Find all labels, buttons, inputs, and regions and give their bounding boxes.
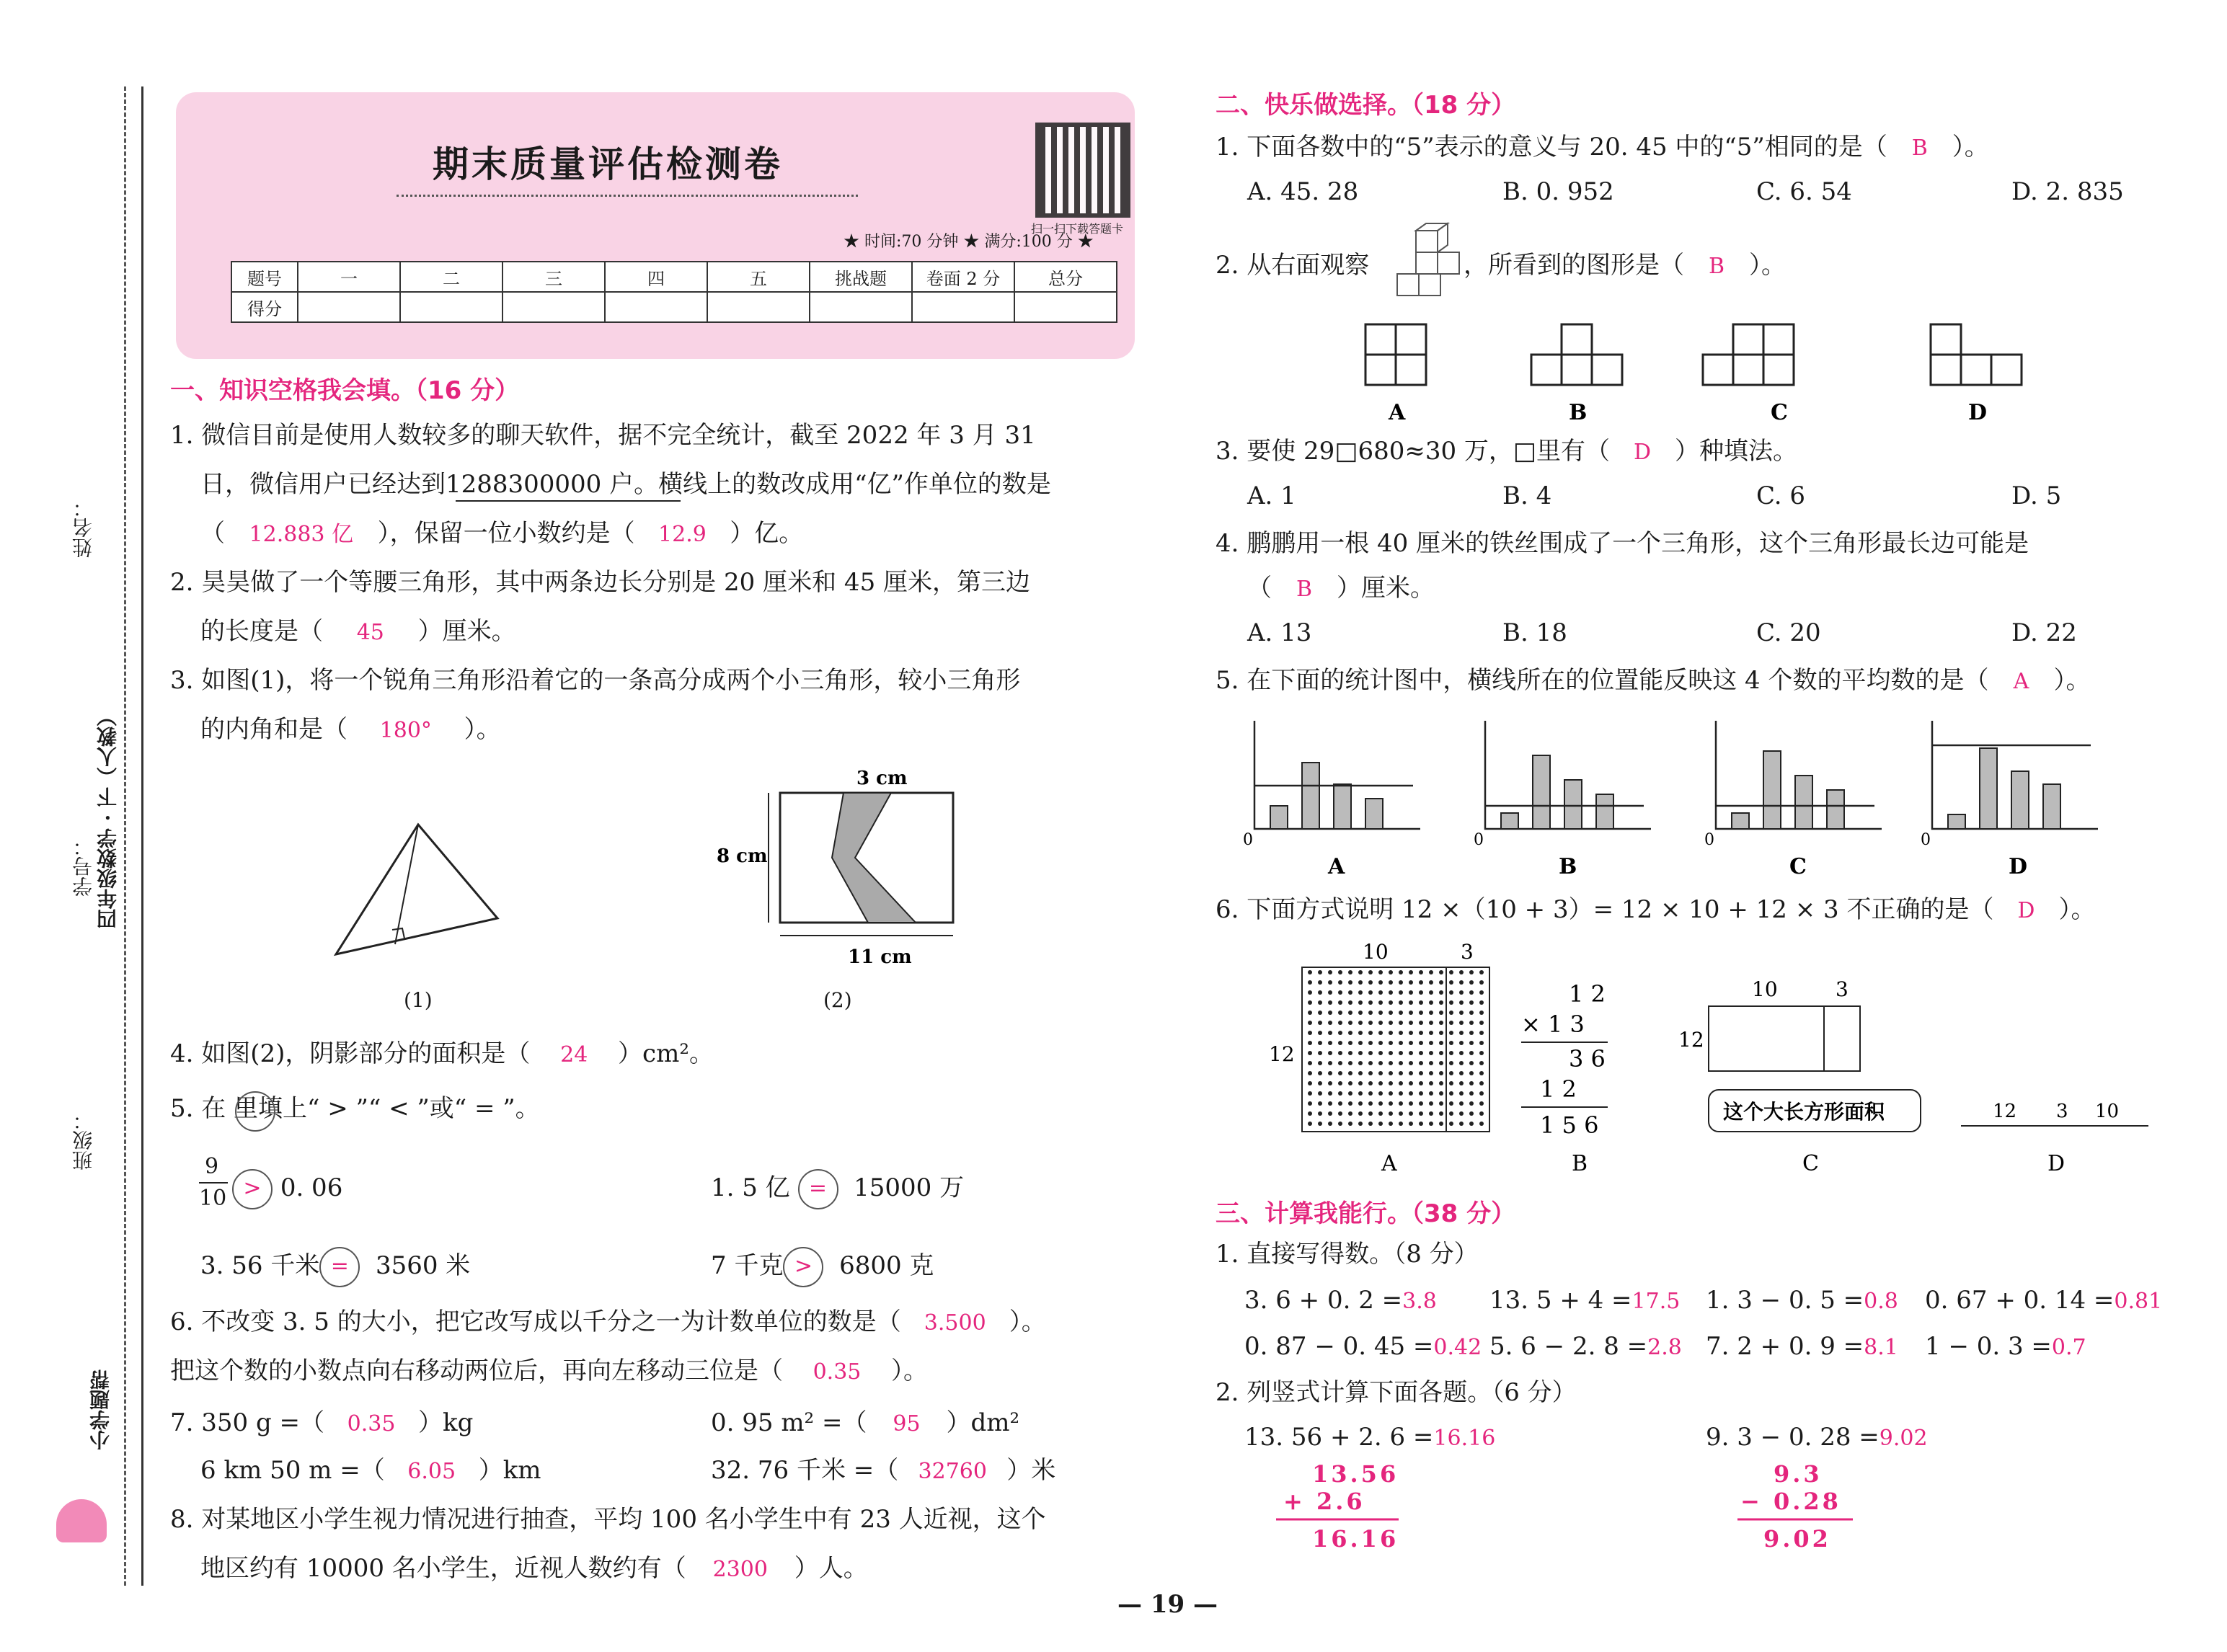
text: 1. 下面各数中的“5”表示的意义与 20. 45 中的“5”相同的是（ bbox=[1216, 133, 1887, 161]
fig-c-left-label: 12 bbox=[1678, 1028, 1704, 1052]
text: 1. 5 亿 bbox=[711, 1173, 790, 1202]
option-label[interactable]: C bbox=[1789, 854, 1807, 879]
vertical-mult-row: × 1 3 bbox=[1521, 1011, 1585, 1038]
text: ）。 bbox=[1952, 133, 1989, 161]
s2-q4-opt-d[interactable]: D. 22 bbox=[2011, 618, 2077, 647]
section-2-title: 二、快乐做选择。（18 分） bbox=[1216, 91, 1516, 120]
s1-q1-line1: 1. 微信目前是使用人数较多的聊天软件，据不完全统计，截至 2022 年 3 月 31 bbox=[170, 421, 1036, 450]
q1-underline bbox=[456, 500, 681, 502]
s2-q3-opt-c[interactable]: C. 6 bbox=[1756, 481, 1806, 510]
compare-answer-2[interactable]: = bbox=[798, 1169, 838, 1209]
square bbox=[1365, 324, 1396, 355]
score-head-cell: 五 bbox=[707, 262, 810, 292]
cube bbox=[1419, 274, 1440, 296]
square bbox=[1763, 324, 1794, 355]
bar bbox=[1533, 755, 1550, 829]
compare-answer-3[interactable]: = bbox=[319, 1247, 360, 1287]
s2-q2-view-options bbox=[1363, 321, 2084, 430]
text: 6 km 50 m =（ bbox=[200, 1456, 385, 1485]
option-label[interactable]: D bbox=[2047, 1151, 2066, 1176]
score-cell[interactable] bbox=[1014, 292, 1117, 322]
bar bbox=[1827, 790, 1844, 829]
text: （ bbox=[200, 519, 225, 548]
score-cell[interactable] bbox=[912, 292, 1014, 322]
compare-3 bbox=[200, 1247, 470, 1287]
option-label[interactable]: D bbox=[1968, 400, 1988, 425]
square bbox=[1396, 324, 1426, 355]
text: ）km bbox=[478, 1456, 541, 1485]
square bbox=[1396, 355, 1426, 385]
vertical-mult-row: 1 5 6 bbox=[1540, 1111, 1599, 1139]
score-cell[interactable] bbox=[707, 292, 810, 322]
square bbox=[1562, 324, 1592, 355]
calc-answer[interactable]: 2.8 bbox=[1647, 1335, 1682, 1360]
text: 3. 56 千米 bbox=[200, 1251, 320, 1280]
score-head-cell: 三 bbox=[502, 262, 605, 292]
square bbox=[1562, 355, 1592, 385]
text: ）厘米。 bbox=[417, 617, 516, 646]
calc-answer[interactable]: 0.7 bbox=[2051, 1335, 2086, 1360]
square bbox=[1592, 355, 1622, 385]
calc-answer[interactable]: 8.1 bbox=[1864, 1335, 1898, 1360]
answer-q7-4[interactable]: 32760 bbox=[918, 1459, 987, 1484]
square bbox=[1365, 355, 1396, 385]
fig-d-label: 3 bbox=[2056, 1101, 2068, 1122]
bar bbox=[2011, 771, 2029, 829]
calc-answer[interactable]: 0.42 bbox=[1433, 1335, 1482, 1360]
exam-meta: ★ 时间:70 分钟 ★ 满分:100 分 ★ bbox=[844, 233, 1094, 251]
s1-q2-line1: 2. 昊昊做了一个等腰三角形，其中两条边长分别是 20 厘米和 45 厘米，第三边 bbox=[170, 568, 1031, 597]
calc-item bbox=[1489, 1331, 1682, 1364]
s1-q3-line1: 3. 如图(1)，将一个锐角三角形沿着它的一条高分成两个小三角形，较小三角形 bbox=[170, 666, 1021, 695]
s1-q2-line2 bbox=[200, 616, 516, 649]
compare-circle-icon bbox=[235, 1091, 275, 1132]
text: 6. 下面方式说明 12 ×（10 + 3）= 12 × 10 + 12 × 3 不正确的是（ bbox=[1216, 895, 1994, 924]
vertical-mult-row: 1 2 bbox=[1540, 1075, 1577, 1103]
vertical-calc-2 bbox=[1706, 1421, 1928, 1455]
bar bbox=[1270, 806, 1288, 829]
s2-q1-opt-d[interactable]: D. 2. 835 bbox=[2011, 177, 2124, 206]
text: ）。 bbox=[891, 1356, 928, 1385]
s2-q3-opt-b[interactable]: B. 4 bbox=[1502, 481, 1552, 510]
text: 6800 克 bbox=[839, 1251, 934, 1280]
fig-d-label: 10 bbox=[2095, 1101, 2120, 1122]
text: ）。 bbox=[2053, 666, 2091, 695]
s1-q7-d bbox=[711, 1455, 1055, 1488]
text: 5. 在下面的统计图中，横线所在的位置能反映这 4 个数的平均数的是（ bbox=[1216, 666, 1989, 695]
fig-a-left-label: 12 bbox=[1269, 1042, 1295, 1066]
text: ）cm²。 bbox=[618, 1039, 714, 1068]
vertical-calc-1 bbox=[1244, 1421, 1495, 1455]
text: ）dm² bbox=[946, 1408, 1020, 1437]
option-label[interactable]: B bbox=[1572, 1151, 1588, 1176]
cube bbox=[1397, 274, 1419, 296]
text: 7 千克 bbox=[711, 1251, 784, 1280]
sidebar-number-label: 学号： bbox=[71, 836, 95, 897]
calc-item bbox=[1244, 1331, 1482, 1364]
score-head-cell: 挑战题 bbox=[810, 262, 912, 292]
bar bbox=[1302, 763, 1319, 829]
text: ）人。 bbox=[794, 1554, 868, 1583]
s2-q4-opt-a[interactable]: A. 13 bbox=[1247, 618, 1312, 647]
vertical-mult-row: 3 6 bbox=[1569, 1045, 1606, 1073]
calc-answer[interactable]: 0.81 bbox=[2114, 1289, 2163, 1314]
vertical-answer-2[interactable]: 9.02 bbox=[1879, 1426, 1928, 1451]
answer-s2-q6[interactable]: D bbox=[2017, 898, 2035, 923]
text: 7. 2 + 0. 9 = bbox=[1706, 1332, 1864, 1361]
s2-q1-opt-c[interactable]: C. 6. 54 bbox=[1756, 177, 1852, 206]
text: ）。 bbox=[1749, 251, 1786, 280]
work-row: + 2.6 bbox=[1283, 1488, 1365, 1515]
figure-rectangle bbox=[714, 764, 980, 973]
vertical-mult-row: 1 2 bbox=[1569, 980, 1606, 1008]
bar bbox=[1763, 751, 1781, 829]
section-1-title: 一、知识空格我会填。（16 分） bbox=[170, 376, 520, 405]
square bbox=[1733, 324, 1763, 355]
dim-bottom-label: 11 cm bbox=[848, 946, 912, 968]
cube-stack-icon bbox=[1394, 221, 1466, 307]
text: 4. 如图(2)，阴影部分的面积是（ bbox=[170, 1039, 531, 1068]
bar bbox=[1980, 748, 1997, 829]
text: ）米 bbox=[1006, 1456, 1056, 1485]
score-head-cell: 二 bbox=[400, 262, 502, 292]
fig-c-bubble-text: 这个大长方形面积 bbox=[1723, 1100, 1885, 1124]
text: 0. 67 + 0. 14 = bbox=[1925, 1286, 2115, 1315]
fraction-num: 9 bbox=[205, 1154, 219, 1179]
text: 1. 3 − 0. 5 = bbox=[1706, 1286, 1864, 1315]
calc-answer[interactable]: 17.5 bbox=[1631, 1289, 1681, 1314]
compare-answer-1[interactable]: > bbox=[232, 1169, 273, 1209]
answer-q1-2[interactable]: 12.9 bbox=[658, 522, 707, 547]
calc-answer[interactable]: 3.8 bbox=[1402, 1289, 1437, 1314]
answer-s2-q5[interactable]: A bbox=[2013, 669, 2029, 694]
fraction-den: 10 bbox=[199, 1186, 227, 1211]
origin-label: 0 bbox=[1474, 831, 1484, 849]
text: 1 − 0. 3 = bbox=[1925, 1332, 2052, 1361]
bar bbox=[1501, 813, 1518, 829]
cube bbox=[1438, 252, 1459, 274]
text: ）。 bbox=[1009, 1307, 1046, 1336]
vertical-work-1 bbox=[1269, 1456, 1442, 1564]
text: 0. 95 m² =（ bbox=[711, 1408, 867, 1437]
binding-dashed-line bbox=[124, 86, 126, 1586]
vertical-answer-1[interactable]: 16.16 bbox=[1433, 1426, 1496, 1451]
answer-q7-3[interactable]: 6.05 bbox=[407, 1459, 456, 1484]
answer-q2[interactable]: 45 bbox=[356, 620, 384, 645]
answer-q7-1[interactable]: 0.35 bbox=[347, 1411, 396, 1436]
bar bbox=[1596, 794, 1613, 829]
s2-q4-opt-c[interactable]: C. 20 bbox=[1756, 618, 1821, 647]
qr-code-icon[interactable] bbox=[1035, 123, 1130, 218]
s3-q1: 1. 直接写得数。（8 分） bbox=[1216, 1240, 1479, 1269]
cube bbox=[1416, 252, 1438, 274]
bar bbox=[2043, 784, 2060, 829]
calc-item bbox=[1706, 1284, 1898, 1318]
text: 把这个数的小数点向右移动两位后，再向左移动三位是（ bbox=[170, 1356, 783, 1385]
square bbox=[1531, 355, 1562, 385]
s2-q1-opt-b[interactable]: B. 0. 952 bbox=[1502, 177, 1614, 206]
text: 0. 87 − 0. 45 = bbox=[1244, 1332, 1434, 1361]
s1-q5: 5. 在 里填上“ > ”“ < ”或“ = ”。 bbox=[170, 1094, 540, 1123]
compare-answer-4[interactable]: > bbox=[783, 1247, 823, 1287]
text: 的内角和是（ bbox=[200, 715, 347, 744]
fig1-caption: (1) bbox=[404, 988, 433, 1012]
work-row: 9.3 bbox=[1774, 1460, 1823, 1488]
calc-item bbox=[1706, 1331, 1898, 1364]
square bbox=[1931, 324, 1961, 355]
option-label[interactable]: A bbox=[1328, 854, 1345, 879]
score-head-cell: 总分 bbox=[1014, 262, 1117, 292]
vertical-work-2 bbox=[1730, 1456, 1903, 1564]
s3-q2: 2. 列竖式计算下面各题。（6 分） bbox=[1216, 1378, 1577, 1407]
dot-grid bbox=[1302, 967, 1489, 1132]
score-head-cell: 一 bbox=[298, 262, 400, 292]
text: ）。 bbox=[2058, 895, 2096, 924]
square bbox=[1733, 355, 1763, 385]
bar bbox=[1334, 784, 1351, 829]
option-label[interactable]: A bbox=[1381, 1151, 1397, 1176]
text: 7. 350 g =（ bbox=[170, 1408, 325, 1437]
text: 6. 不改变 3. 5 的大小，把它改写成以千分之一为计数单位的数是（ bbox=[170, 1307, 901, 1336]
calc-item bbox=[1244, 1284, 1437, 1318]
title-underline bbox=[397, 195, 858, 197]
answer-q3[interactable]: 180° bbox=[379, 718, 432, 743]
square bbox=[1991, 355, 2022, 385]
s2-q3-opt-a[interactable]: A. 1 bbox=[1247, 481, 1296, 510]
score-head-cell: 题号 bbox=[231, 262, 298, 292]
score-row-label: 得分 bbox=[231, 292, 298, 322]
work-row: 16.16 bbox=[1312, 1525, 1399, 1553]
option-label[interactable]: B bbox=[1559, 854, 1577, 879]
score-cell[interactable] bbox=[298, 292, 400, 322]
fig-c-top-label: 10 bbox=[1752, 977, 1778, 1001]
text: 地区约有 10000 名小学生，近视人数约有（ bbox=[200, 1554, 686, 1583]
text: ）厘米。 bbox=[1337, 574, 1435, 603]
answer-s2-q4[interactable]: B bbox=[1296, 577, 1313, 602]
s2-q6 bbox=[1216, 894, 2095, 927]
s1-q6-line2 bbox=[170, 1355, 928, 1388]
figure-triangle bbox=[317, 807, 519, 966]
text: ）kg bbox=[418, 1408, 474, 1437]
score-cell[interactable] bbox=[400, 292, 502, 322]
option-label[interactable]: C bbox=[1802, 1151, 1819, 1176]
origin-label: 0 bbox=[1921, 831, 1931, 849]
text: 32. 76 千米 =（ bbox=[711, 1456, 899, 1485]
text: （ bbox=[1247, 574, 1272, 603]
exam-title: 期末质量评估检测卷 bbox=[433, 143, 783, 185]
s2-q4-opt-b[interactable]: B. 18 bbox=[1502, 618, 1567, 647]
s2-q4-line2 bbox=[1247, 572, 1435, 605]
s1-q7-a bbox=[170, 1407, 473, 1440]
s2-q6-figures bbox=[1254, 937, 2148, 1182]
text: 9. 3 − 0. 28 = bbox=[1706, 1423, 1880, 1452]
s2-q3 bbox=[1216, 435, 1797, 468]
text: 0. 06 bbox=[280, 1173, 343, 1202]
square bbox=[1961, 355, 1991, 385]
text: ）亿。 bbox=[730, 519, 804, 548]
s2-q5-charts bbox=[1240, 714, 2105, 887]
square bbox=[1703, 355, 1733, 385]
compare-4 bbox=[711, 1247, 934, 1287]
text: ，所看到的图形是（ bbox=[1464, 251, 1684, 280]
square bbox=[1763, 355, 1794, 385]
text: 的长度是（ bbox=[200, 617, 323, 646]
triangle-shape bbox=[336, 825, 497, 954]
square bbox=[1931, 355, 1961, 385]
s1-q7-c bbox=[200, 1455, 541, 1488]
fig-a-top-label: 10 bbox=[1363, 940, 1389, 964]
dim-left-label: 8 cm bbox=[717, 845, 768, 867]
s2-q2-lead: 2. 从右面观察 bbox=[1216, 251, 1370, 280]
sidebar-class-label: 班级： bbox=[71, 1110, 95, 1171]
s1-q1-line3 bbox=[200, 518, 803, 551]
dim-top-label: 3 cm bbox=[856, 768, 908, 789]
bar bbox=[1564, 780, 1582, 829]
answer-s2-q2[interactable]: B bbox=[1708, 254, 1725, 279]
work-row: 13.56 bbox=[1312, 1460, 1399, 1488]
answer-s2-q1[interactable]: B bbox=[1911, 136, 1928, 161]
big-rectangle bbox=[1709, 1006, 1860, 1071]
s2-q4-line1: 4. 鹏鹏用一根 40 厘米的铁丝围成了一个三角形，这个三角形最长边可能是 bbox=[1216, 529, 2029, 558]
sidebar-brand: 小学题帮 bbox=[89, 1369, 112, 1450]
calc-item bbox=[1925, 1284, 2162, 1318]
qr-caption: 扫一扫下载答题卡 bbox=[1031, 222, 1124, 236]
score-cell[interactable] bbox=[502, 292, 605, 322]
answer-q7-2[interactable]: 95 bbox=[893, 1411, 921, 1436]
bar bbox=[1795, 776, 1812, 829]
cube bbox=[1416, 231, 1438, 252]
answer-q1-1[interactable]: 12.883 亿 bbox=[249, 522, 354, 547]
page-number: — 19 — bbox=[1117, 1590, 1218, 1619]
fig-d-label: 12 bbox=[1993, 1101, 2017, 1122]
s2-q1 bbox=[1216, 131, 1989, 164]
s1-q3-line2 bbox=[200, 714, 501, 747]
mushroom-logo-icon bbox=[56, 1499, 107, 1542]
text: 3. 要使 29□680≈30 万，□里有（ bbox=[1216, 437, 1611, 466]
s1-q4 bbox=[170, 1038, 714, 1071]
shaded-region bbox=[832, 793, 916, 923]
score-table bbox=[231, 261, 1117, 323]
calc-item bbox=[1925, 1331, 2086, 1364]
score-head-cell: 四 bbox=[605, 262, 707, 292]
calc-item bbox=[1489, 1284, 1680, 1318]
fraction-bar bbox=[199, 1182, 228, 1184]
answer-q8[interactable]: 2300 bbox=[712, 1557, 768, 1582]
option-label[interactable]: A bbox=[1389, 400, 1406, 425]
bar bbox=[1365, 799, 1383, 829]
option-label[interactable]: C bbox=[1771, 400, 1788, 425]
s2-q1-opt-a[interactable]: A. 45. 28 bbox=[1247, 177, 1359, 206]
text: 3560 米 bbox=[375, 1251, 471, 1280]
s1-q1-line2: 日，微信用户已经达到1288300000 户。横线上的数改成用“亿”作单位的数是 bbox=[200, 470, 1051, 499]
fig-a-top-label: 3 bbox=[1461, 940, 1474, 964]
option-label[interactable]: D bbox=[2009, 854, 2028, 879]
option-label[interactable]: B bbox=[1569, 400, 1588, 425]
section-3-title: 三、计算我能行。（38 分） bbox=[1216, 1199, 1516, 1228]
work-row: − 0.28 bbox=[1740, 1488, 1841, 1515]
origin-label: 0 bbox=[1243, 831, 1253, 849]
answer-q6-2[interactable]: 0.35 bbox=[813, 1359, 862, 1385]
s2-q5 bbox=[1216, 665, 2091, 698]
text: 15000 万 bbox=[854, 1173, 965, 1202]
fig-c-top-label: 3 bbox=[1836, 977, 1849, 1001]
origin-label: 0 bbox=[1704, 831, 1714, 849]
text: ）。 bbox=[464, 715, 501, 744]
work-row: 9.02 bbox=[1763, 1525, 1831, 1553]
calc-answer[interactable]: 0.8 bbox=[1864, 1289, 1898, 1314]
s1-q6-line1 bbox=[170, 1306, 1046, 1339]
answer-s2-q3[interactable]: D bbox=[1634, 440, 1652, 465]
sidebar-grade: 四年级数学 · 下（人教） bbox=[96, 706, 120, 930]
text: 3. 6 + 0. 2 = bbox=[1244, 1286, 1403, 1315]
text: 5. 6 − 2. 8 = bbox=[1489, 1332, 1648, 1361]
text: 13. 5 + 4 = bbox=[1489, 1286, 1632, 1315]
s2-q2-rest bbox=[1464, 249, 1786, 283]
s1-q7-b bbox=[711, 1407, 1019, 1440]
sidebar-name-label: 姓名： bbox=[71, 497, 95, 558]
score-head-cell: 卷面 2 分 bbox=[912, 262, 1014, 292]
score-cell[interactable] bbox=[810, 292, 912, 322]
fig2-caption: (2) bbox=[823, 988, 852, 1012]
bar bbox=[1948, 814, 1965, 829]
bar bbox=[1732, 813, 1749, 829]
s2-q3-opt-d[interactable]: D. 5 bbox=[2011, 481, 2062, 510]
binding-solid-line bbox=[141, 86, 143, 1586]
text: 13. 56 + 2. 6 = bbox=[1244, 1423, 1434, 1452]
text: ）种填法。 bbox=[1675, 437, 1798, 466]
compare-1 bbox=[232, 1169, 342, 1209]
compare-2 bbox=[711, 1169, 964, 1209]
score-cell[interactable] bbox=[605, 292, 707, 322]
s1-q8-line2 bbox=[200, 1553, 868, 1586]
s1-q8-line1: 8. 对某地区小学生视力情况进行抽查，平均 100 名小学生中有 23 人近视，这个 bbox=[170, 1505, 1046, 1534]
answer-q6-1[interactable]: 3.500 bbox=[924, 1310, 986, 1336]
answer-q4[interactable]: 24 bbox=[560, 1042, 588, 1067]
text: ），保留一位小数约是（ bbox=[377, 519, 635, 548]
